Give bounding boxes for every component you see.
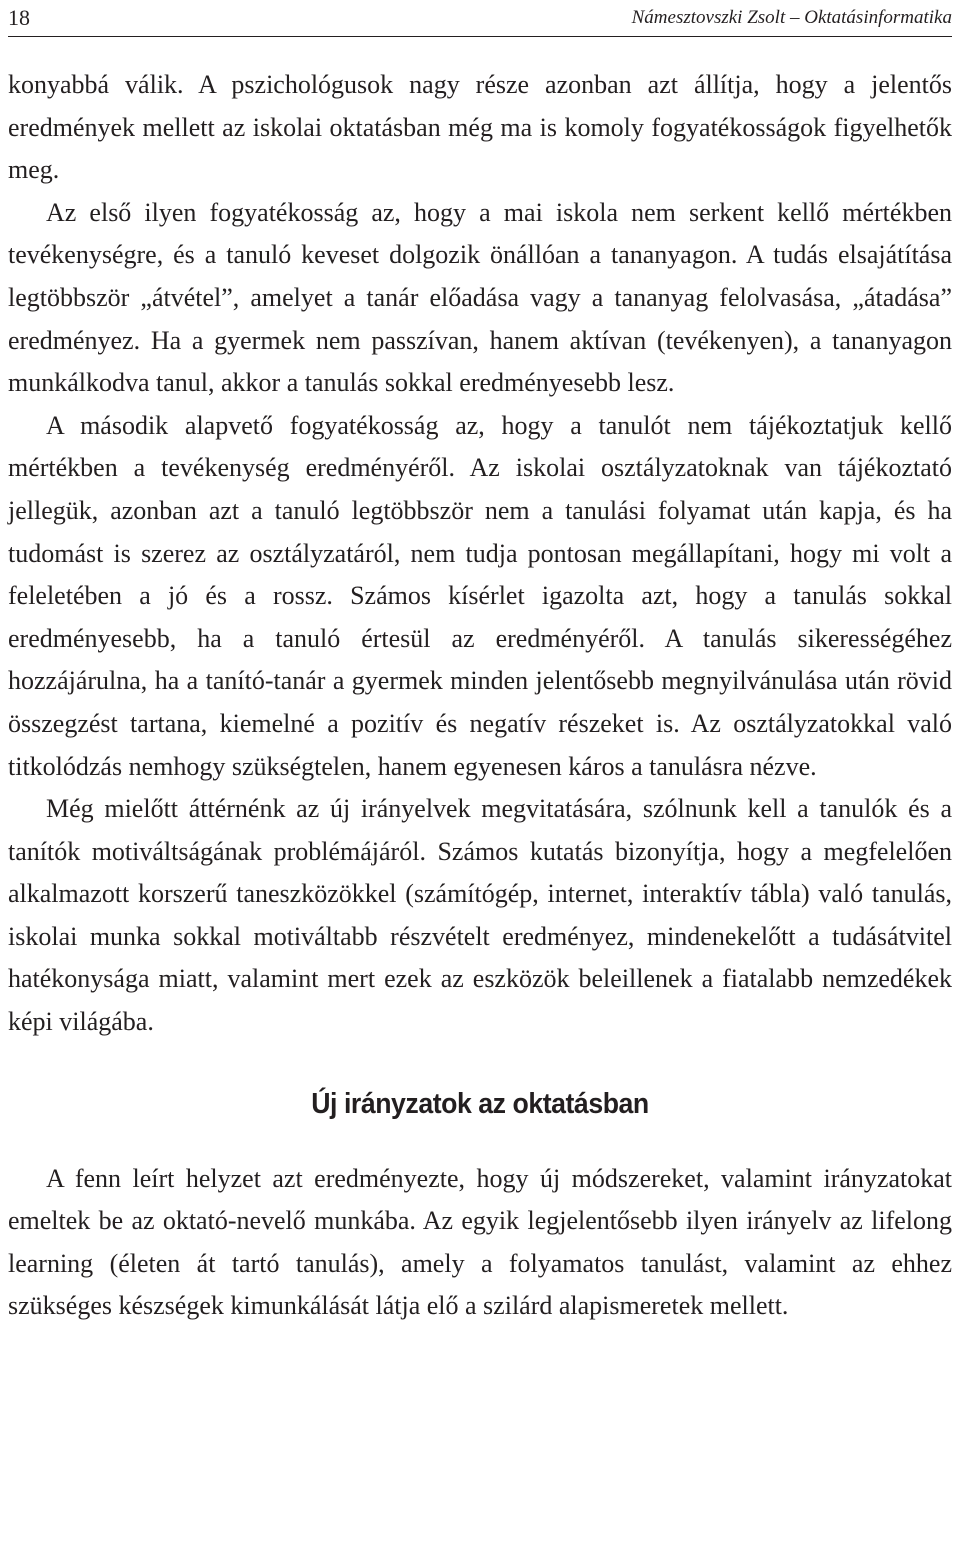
paragraph-motivation: Még mielőtt áttérnénk az új irányelvek megvitatására, szólnunk kell a tanulók és a tanítók motiváltságának problémájáról. Számos kutatás bizonyítja, hogy a megfelelően alkalmazott korszerű taneszközökkel (számítógép, internet, interaktív tábla) való tanulás, iskolai munka sokkal motiváltabb részvételt eredményez, mindenekelőtt a tudásátvitel hatékonysága miatt, valamint mert ezek az eszközök beleillenek a fiatalabb nemzedékek képi világába. — [8, 794, 952, 1037]
paragraph-first-deficiency: Az első ilyen fogyatékosság az, hogy a mai iskola nem serkent kellő mértékben tevékenységre, és a tanuló keveset dolgozik önállóan a tananyagon. A tudás elsajátítása legtöbbször „átvétel”, amelyet a tanár előadása vagy a tananyag felolvasása, „átadása” eredményez. Ha a gyermek nem passzívan, hanem aktívan (tevékenyen), a tananyagon munkálkodva tanul, akkor a tanulás sokkal eredményesebb lesz. — [8, 197, 952, 398]
page-header — [8, 0, 952, 37]
page-body — [8, 64, 952, 1328]
section-heading: Új irányzatok az oktatásban — [311, 1087, 649, 1120]
page-number: 18 — [8, 5, 30, 30]
paragraph-continued: konyabbá válik. A pszichológusok nagy része azonban azt állítja, hogy a jelentős eredmények mellett az iskolai oktatásban még ma is komoly fogyatékosságok figyelhetők meg. — [8, 70, 952, 185]
running-title: Námesztovszki Zsolt – Oktatásinformatika — [631, 7, 952, 28]
paragraph-second-deficiency: A második alapvető fogyatékosság az, hogy a tanulót nem tájékoztatjuk kellő mértékben a tevékenység eredményéről. Az iskolai osztályzatoknak van tájékoztató jellegük, azonban azt a tanuló legtöbbször nem a tanulási folyamat után kapja, és ha tudomást is szerez az osztályzatáról, nem tudja pontosan megállapítani, hogy mi volt a feleletében a jó és a rossz. Számos kísérlet igazolta azt, hogy a tanulás sokkal eredményesebb, ha a tanuló értesül az eredményéről. A tanulás sikerességéhez hozzájárulna, ha a tanító-tanár a gyermek minden jelentősebb megnyilvánulása után rövid összegzést tartana, kiemelné a pozitív és negatív részeket is. Az osztályzatokkal való titkolódzás nemhogy szükségtelen, hanem egyenesen káros a tanulásra nézve. — [8, 410, 952, 781]
paragraph-new-trends: A fenn leírt helyzet azt eredményezte, hogy új módszereket, valamint irányzatokat emeltek be az oktató-nevelő munkába. Az egyik legjelentősebb ilyen irányelv az lifelong learning (életen át tartó tanulás), amely a folyamatos tanulást, valamint az ehhez szükséges készségek kimunkálását látja elő a szilárd alapismeretek mellett. — [8, 1163, 952, 1321]
